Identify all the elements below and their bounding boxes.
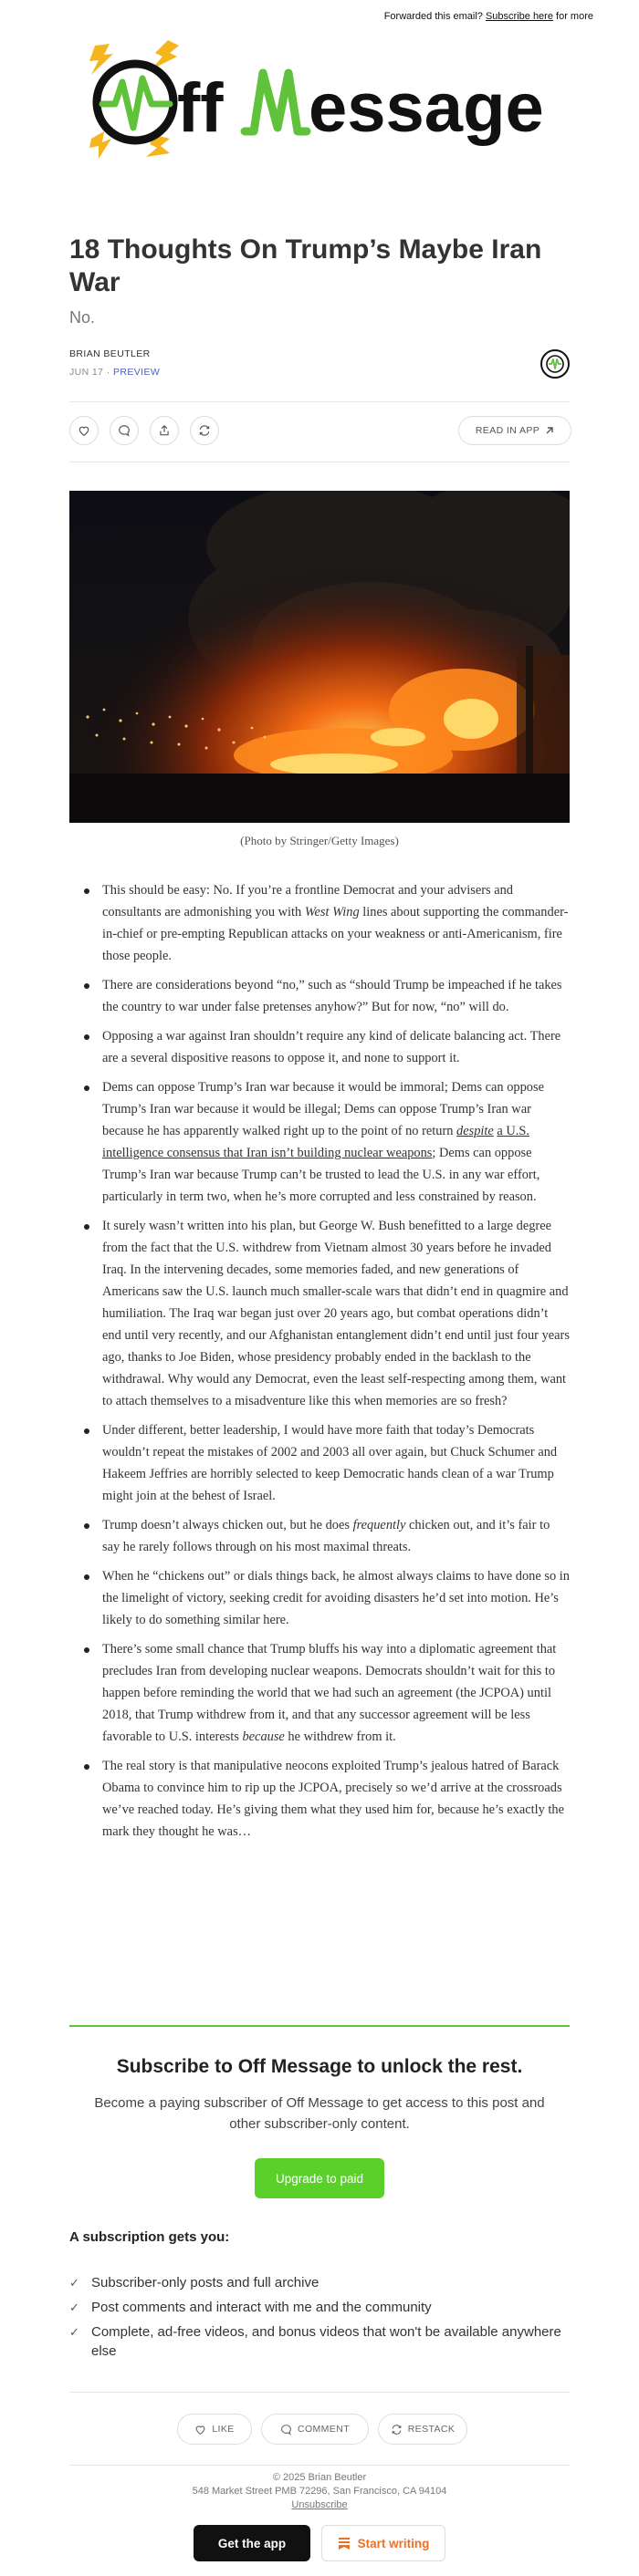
read-in-app-label: READ IN APP [475,425,540,436]
post-meta [69,367,160,378]
footer-address: 548 Market Street PMB 72296, San Francisco, CA 94104 [192,2486,447,2497]
bullet-text: despite [456,1124,494,1138]
share-icon [158,424,171,437]
post-bullet [82,1419,570,1507]
substack-icon [338,2537,351,2550]
bullet-text: chicken out, and it’s fair to say he rarely follows through on his most maximal threats. [102,1518,550,1554]
post-bullet [82,1565,570,1631]
post-bullet [82,1076,570,1208]
bullet-text: Opposing a war against Iran shouldn’t require any kind of delicate balancing act. There are a several dispositive reasons to oppose it, and none to support it. [102,1029,561,1065]
post-bullet [82,1025,570,1069]
start-writing-button[interactable] [321,2525,445,2561]
forward-notice-suffix: for more [556,11,593,22]
off-message-logo[interactable] [82,36,557,173]
heart-icon [78,424,90,437]
upgrade-to-paid-button[interactable]: Upgrade to paid [255,2158,384,2198]
footer-divider-top [69,2392,570,2393]
logo-message-text: essage [309,69,544,147]
comment-label: COMMENT [297,2424,351,2435]
bullet-text: frequently [352,1518,406,1532]
bullet-text: It surely wasn’t written into his plan, but George W. Bush benefitted to a large degree from the fact that the U.S. withdrew from Vietnam almost 30 years before he invaded Iraq. In the intervening decades, some memories faded, and new generations of Americans saw the U.S. launch much smaller-scale wars that didn’t end in quagmire and humiliation. The Iraq war began just over 20 years ago, but combat operations didn’t end until very recently, and our Afghanistan entanglement didn’t end until just four years ago, thanks to Joe Biden, whose presidency probably ended in the backlash to the withdrawal. Why would any Democrat, even the least self-respecting among them, want to attach themselves to a misadventure like this when memories are so fresh? [102,1219,570,1408]
post-bullet [82,1514,570,1558]
post-title[interactable]: 18 Thoughts On Trump’s Maybe Iran War [69,234,542,297]
bullet-text: Dems can oppose Trump’s Iran war because it would be immoral; Dems can oppose Trump’s Iran war because it would be illegal; Dems can oppose Trump’s Iran war because he has apparently walked right up to the point of no return [102,1080,544,1138]
restack-icon [391,2424,403,2436]
like-button[interactable] [69,416,99,445]
footer-comment-button[interactable] [261,2414,369,2445]
benefits-list [69,2273,570,2366]
post-bullet [82,974,570,1018]
post-bullet [82,1215,570,1412]
paywall-title: Subscribe to Off Message to unlock the rest. [116,2056,523,2077]
check-icon: ✓ [69,2301,79,2314]
benefits-title: A subscription gets you: [69,2229,230,2245]
intelligence-consensus-link[interactable]: a U.S. intelligence consensus that Iran isn’t building nuclear weapons [102,1124,529,1160]
check-icon: ✓ [69,2276,79,2290]
restack-button[interactable] [190,416,219,445]
photo-caption: (Photo by Stringer/Getty Images) [240,834,399,847]
paywall-text: Become a paying subscriber of Off Message to get access to this post and other subscriber-only content. [94,2095,545,2132]
forward-notice [384,11,593,22]
post-body-list [82,879,570,1850]
bullet-text: The real story is that manipulative neocons exploited Trump’s jealous hatred of Barack Obama to convince him to rip up the JCPOA, precisely so we’d arrive at the crossroads we’ve reached today. He’s giving them what they used him for, because he’s exactly the mark they thought he was… [102,1759,564,1839]
bullet-text: When he “chickens out” or dials things back, he almost always claims to have done so in the limelight of victory, seeking credit for avoiding disasters he’d set into motion. He’s likely to do something similar here. [102,1569,570,1627]
restack-icon [198,424,211,437]
comment-icon [118,424,131,437]
benefit-item [69,2273,570,2292]
bullet-text: West Wing [304,905,360,919]
benefit-item [69,2322,570,2361]
explosion-image [69,491,570,823]
avatar-logo-icon [545,354,565,374]
preview-label: PREVIEW [112,367,161,378]
bullet-text: There’s some small chance that Trump bluffs his way into a diplomatic agreement that precludes Iran from developing nuclear weapons. Democrats shouldn’t wait for this to happen before reminding the world that we had such an agreement (the JCPOA) until 2018, that Trump withdrew from it, and that any successor agreement will be less favorable to U.S. interests [102,1642,557,1744]
post-bullet [82,1755,570,1843]
header-divider-top [69,401,570,402]
benefit-text: Complete, ad-free videos, and bonus videos that won't be available anywhere else [91,2324,561,2359]
post-date: JUN 17 [69,367,104,378]
check-icon: ✓ [69,2325,79,2339]
bullet-text: because [242,1729,285,1744]
bullet-text: There are considerations beyond “no,” such as “should Trump be impeached if he takes the country to war under false pretenses anyhow?” But for now, “no” will do. [102,978,562,1014]
bullet-text: This should be easy: No. If you’re a frontline Democrat and your advisers and consultants are admonishing you with [102,883,513,919]
heart-icon [194,2424,206,2436]
bullet-text: ; Dems can oppose Trump’s Iran war because Trump can’t be trusted to lead the U.S. in any war effort, particularly in term two, when he’s more corrupted and less constrained by reason. [102,1146,540,1204]
start-writing-label: Start writing [357,2536,430,2550]
subscribe-here-link[interactable]: Subscribe here [485,11,553,22]
benefit-text: Post comments and interact with me and the community [91,2300,432,2315]
get-the-app-button[interactable]: Get the app [194,2525,310,2561]
like-label: LIKE [212,2424,235,2435]
read-in-app-button[interactable] [458,416,571,445]
benefit-item [69,2298,570,2317]
author-name[interactable]: BRIAN BEUTLER [69,348,151,359]
avatar[interactable] [540,349,570,379]
bullet-text: lines about supporting the commander-in-chief or pre-empting Republican attacks on your weakness or anti-Americanism, fire those people. [102,905,569,963]
bullet-text: he withdrew from it. [284,1729,396,1744]
paywall-divider [69,2025,570,2027]
share-button[interactable] [150,416,179,445]
unsubscribe-link[interactable]: Unsubscribe [291,2499,348,2510]
logo-ff-text: ff [177,69,224,147]
bullet-text: Under different, better leadership, I would have more faith that today’s Democrats wouldn’t repeat the mistakes of 2002 and 2003 all over again, but Chuck Schumer and Hakeem Jeffries are horribly selected to keep Democratic hands clean of a war Trump might join at the behest of Israel. [102,1423,558,1503]
restack-label: RESTACK [407,2424,456,2435]
comment-button[interactable] [110,416,139,445]
bullet-text: Trump doesn’t always chicken out, but he does [102,1518,353,1532]
footer-like-button[interactable] [177,2414,252,2445]
benefit-text: Subscriber-only posts and full archive [91,2275,320,2290]
hero-photo[interactable] [69,491,570,823]
post-bullet [82,1638,570,1748]
post-bullet [82,879,570,967]
footer-divider-bottom [69,2465,570,2466]
logo-graphic [82,36,557,173]
comment-icon [280,2424,292,2436]
arrow-up-right-icon [545,426,554,435]
footer-copyright: © 2025 Brian Beutler [272,2472,367,2483]
forward-notice-text: Forwarded this email? [383,11,483,22]
footer-restack-button[interactable] [378,2414,467,2445]
post-subtitle: No. [69,308,96,327]
meta-separator: · [106,367,110,378]
